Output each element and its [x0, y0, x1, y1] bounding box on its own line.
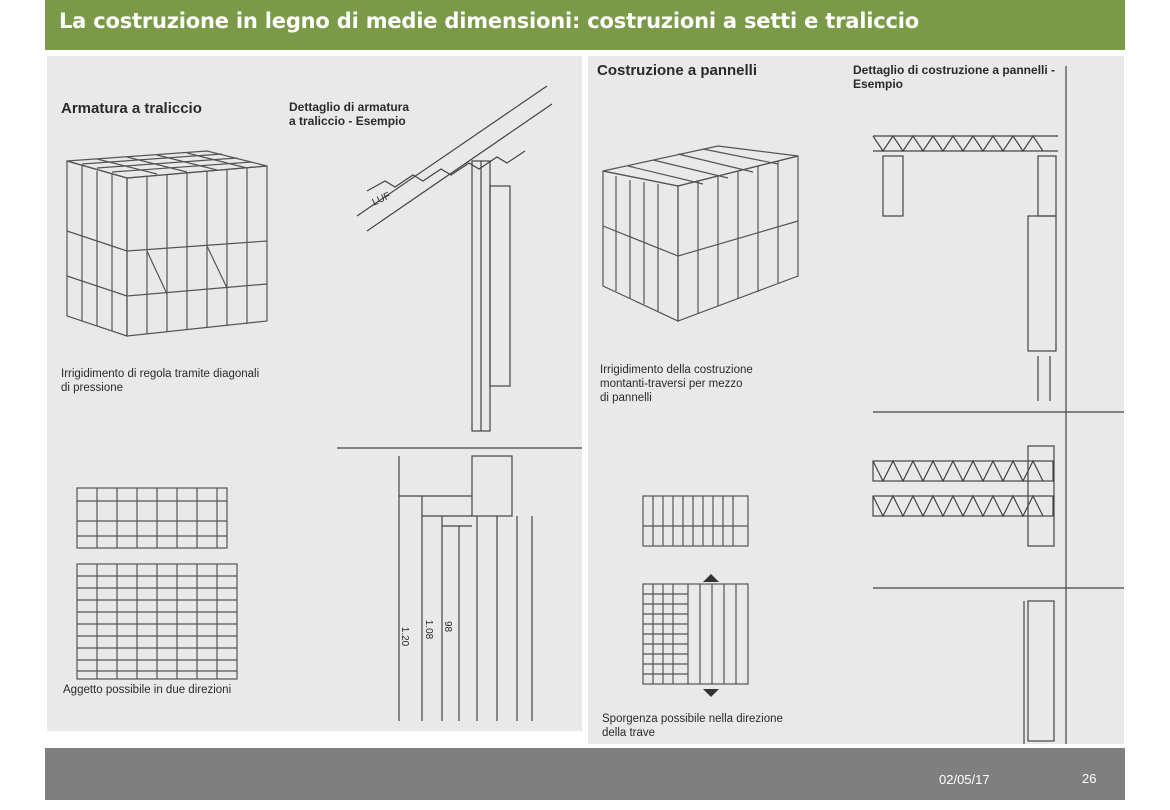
plan-grid-top [77, 488, 227, 548]
caption-irrigidimento-line1: Irrigidimento di regola tramite diagonali [61, 368, 260, 380]
panel-section-detail [873, 66, 1124, 744]
panel-construction-isometric [603, 146, 798, 321]
dimension-1-08: 1.08 [423, 619, 435, 640]
caption-sporgenza-line1: Sporgenza possibile nella direzione [602, 713, 783, 725]
dimension-98: 98 [442, 620, 454, 633]
slide-date: 02/05/17 [939, 772, 990, 787]
right-figure-panel [588, 56, 1124, 744]
timber-frame-isometric [67, 151, 267, 336]
heading-pannelli: Costruzione a pannelli [597, 62, 758, 79]
caption-pannelli-line1: Irrigidimento della costruzione [600, 364, 753, 376]
wall-section-detail [337, 86, 582, 721]
right-drawings [588, 56, 1124, 744]
caption-aggetto: Aggetto possibile in due direzioni [63, 684, 232, 696]
slide-title: La costruzione in legno di medie dimensioni: costruzioni a setti e traliccio [59, 9, 919, 33]
page-number: 26 [1082, 771, 1097, 786]
footer-bar [45, 748, 1125, 800]
left-figure-panel [47, 56, 582, 731]
left-drawings [47, 56, 582, 731]
caption-sporgenza-line2: della trave [602, 727, 656, 739]
detail-heading-armatura-line1: Dettaglio di armatura [289, 100, 410, 114]
arrow-up-marker [703, 574, 719, 582]
detail-heading-pannelli-line1: Dettaglio di costruzione a pannelli - [853, 63, 1056, 77]
heading-armatura: Armatura a traliccio [61, 100, 202, 117]
detail-heading-pannelli-line2: Esempio [853, 77, 904, 91]
caption-pannelli-line2: montanti-traversi per mezzo [600, 378, 743, 390]
detail-heading-armatura-line2: a traliccio - Esempio [289, 114, 406, 128]
caption-pannelli-line3: di pannelli [600, 392, 652, 404]
caption-irrigidimento-line2: di pressione [61, 382, 124, 394]
plan-grid-bottom [77, 564, 237, 679]
panel-plan-bottom [643, 584, 748, 684]
title-bar [45, 0, 1125, 50]
panel-plan-top [643, 496, 748, 546]
dimension-1-20: 1.20 [399, 626, 411, 647]
roof-label: LUF [370, 190, 393, 209]
arrow-down-marker [703, 689, 719, 697]
